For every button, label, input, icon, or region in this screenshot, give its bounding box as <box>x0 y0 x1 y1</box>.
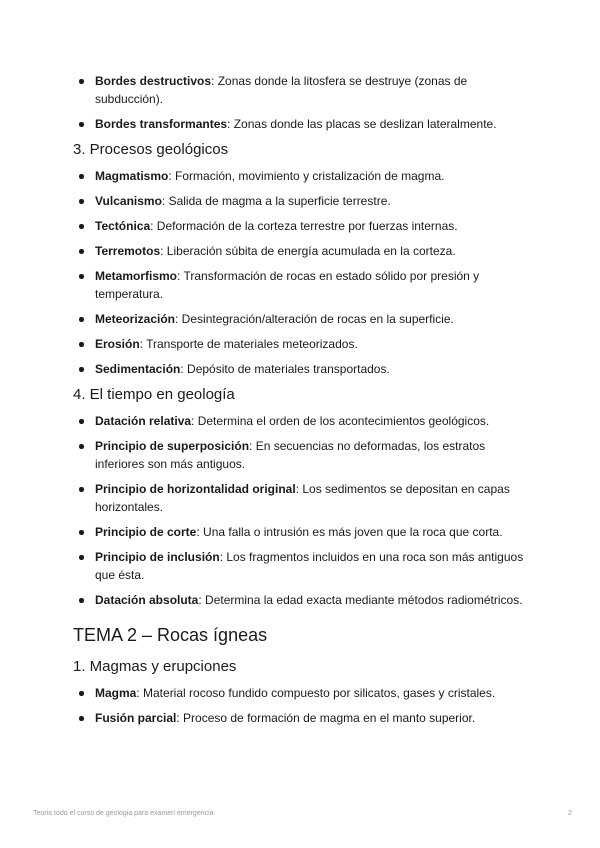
list-item <box>73 684 533 702</box>
section-heading-tiempo: 4. El tiempo en geología <box>73 386 235 403</box>
list-item <box>73 310 533 328</box>
definition: : Proceso de formación de magma en el manto superior. <box>176 711 476 725</box>
list-item <box>73 591 533 609</box>
term: Erosión <box>95 337 140 351</box>
definition: : Deformación de la corteza terrestre por fuerzas internas. <box>150 219 458 233</box>
list-item <box>73 360 533 378</box>
section-heading-magmas: 1. Magmas y erupciones <box>73 658 237 675</box>
list-item <box>73 437 533 473</box>
list-magmas <box>73 684 533 727</box>
term: Vulcanismo <box>95 194 162 208</box>
definition: : Material rocoso fundido compuesto por silicatos, gases y cristales. <box>136 686 496 700</box>
definition: : En secuencias no deformadas, los estratos inferiores son más antiguos. <box>95 439 486 471</box>
list-item <box>73 192 533 210</box>
definition: : Los fragmentos incluidos en una roca son más antiguos que ésta. <box>95 550 524 582</box>
page-footer <box>33 810 572 817</box>
list-item <box>73 412 533 430</box>
term: Principio de superposición <box>95 439 250 453</box>
list-item <box>73 480 533 516</box>
list-tiempo <box>73 412 533 609</box>
definition: : Determina el orden de los acontecimientos geológicos. <box>191 414 490 428</box>
list-item <box>73 335 533 353</box>
page-number: 2 <box>568 810 572 817</box>
term: Fusión parcial <box>95 711 177 725</box>
definition: : Depósito de materiales transportados. <box>180 362 390 376</box>
term: Bordes transformantes <box>95 117 228 131</box>
definition: : Liberación súbita de energía acumulada en la corteza. <box>160 244 456 258</box>
definition: : Formación, movimiento y cristalización de magma. <box>168 169 445 183</box>
term: Principio de inclusión <box>95 550 220 564</box>
term: Magmatismo <box>95 169 169 183</box>
list-item <box>73 267 533 303</box>
list-item <box>73 115 533 133</box>
term: Tectónica <box>95 219 151 233</box>
definition: : Desintegración/alteración de rocas en la superficie. <box>175 312 454 326</box>
definition: : Transporte de materiales meteorizados. <box>139 337 358 351</box>
definition: : Salida de magma a la superficie terrestre. <box>161 194 391 208</box>
term: Magma <box>95 686 137 700</box>
definition: : Zonas donde la litosfera se destruye (zonas de subducción). <box>95 74 468 106</box>
term: Datación absoluta <box>95 593 199 607</box>
term: Bordes destructivos <box>95 74 212 88</box>
list-item <box>73 167 533 185</box>
term: Principio de horizontalidad original <box>95 482 296 496</box>
definition: : Transformación de rocas en estado sólido por presión y temperatura. <box>95 269 480 301</box>
term: Sedimentación <box>95 362 181 376</box>
definition: : Determina la edad exacta mediante métodos radiométricos. <box>198 593 523 607</box>
section-heading-procesos: 3. Procesos geológicos <box>73 141 229 158</box>
definition: : Una falla o intrusión es más joven que la roca que corta. <box>196 525 503 539</box>
list-item <box>73 217 533 235</box>
term: Terremotos <box>95 244 161 258</box>
list-item <box>73 709 533 727</box>
list-procesos <box>73 167 533 378</box>
footer-document-title: Teoria todo el curso de geologia para examen emergencia <box>33 810 214 817</box>
list-plate-borders <box>73 72 533 133</box>
term: Meteorización <box>95 312 176 326</box>
list-item <box>73 72 533 108</box>
term: Principio de corte <box>95 525 197 539</box>
term: Metamorfismo <box>95 269 178 283</box>
list-item <box>73 523 533 541</box>
list-item <box>73 242 533 260</box>
definition: : Los sedimentos se depositan en capas horizontales. <box>95 482 510 514</box>
term: Datación relativa <box>95 414 192 428</box>
definition: : Zonas donde las placas se deslizan lateralmente. <box>227 117 497 131</box>
page-content <box>73 72 533 734</box>
list-item <box>73 548 533 584</box>
chapter-heading-tema2: TEMA 2 – Rocas ígneas <box>73 625 268 645</box>
